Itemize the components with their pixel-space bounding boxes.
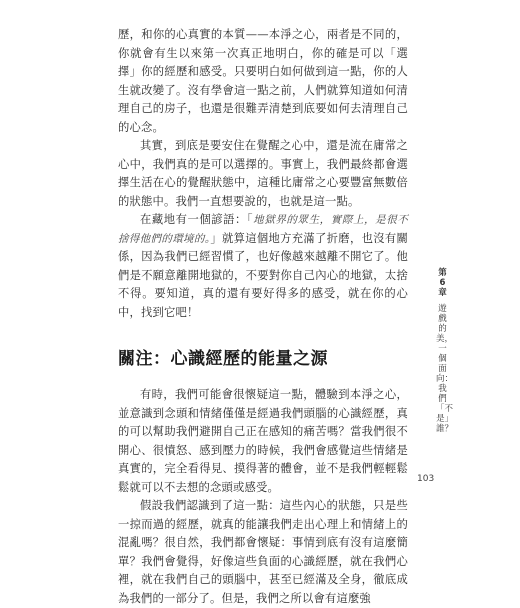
proverb-quote: 地獄界的眾生，實際上，是很不捨得他們的環境的。 xyxy=(118,214,408,245)
paragraph-5: 假設我們認識到了這一點：這些內心的狀態，只是些一掠而過的經歷，就真的能讓我們走出心理上和情緒上的混亂嗎？很自然，我們都會懷疑：事情到底有沒有這麼簡單？我們會覺得，好像這些負面的心識經歷，就在我們心裡，就在我們自己的頭腦中，甚至已經滿及全身，徹底成為我們的一部分了。但是，我們之所以會有這麼強 xyxy=(118,499,408,605)
paragraph-3-rest: 」就算這個地方充滿了折磨，也沒有關係，因為我們已經習慣了，也好像越來越離不開它了。他們是不願意離開地獄的，不要對你自己內心的地獄，太捨不得。要知道，真的還有要好得多的感受，就在你的心中，找到它吧！ xyxy=(118,231,408,319)
paragraph-4: 有時，我們可能會很懷疑這一點，體驗到本淨之心，並意識到念頭和情緒僅僅是經過我們頭腦的心識經歷，真的可以幫助我們避開自己正在感知的痛苦嗎？當我們很不開心、很憤怒、感到壓力的時候，我們會感覺這些情緒是真實的，完全看得見、摸得著的體會，並不是我們輕輕鬆鬆就可以不去想的念頭或感受。 xyxy=(118,388,408,494)
page-number: 103 xyxy=(417,474,435,484)
paragraph-1: 歷，和你的心真實的本質——本淨之心，兩者是不同的，你就會有生以來第一次真正地明白，你的確是可以「選擇」你的經歷和感受。只要明白如何做到這一點，你的人生就改變了。沒有學會這一點之前，人們就算知道如何清理自己的房子，也還是很難弄清楚到底要如何去清理自己的心念。 xyxy=(118,28,408,134)
paragraph-3 xyxy=(118,211,408,322)
chapter-subtitle: 遊戲的美，一個面向：我們「不是」誰？ xyxy=(436,304,454,434)
section-heading: 關注：心識經歷的能量之源 xyxy=(118,349,328,369)
chapter-side-tab xyxy=(436,268,454,434)
main-text-column xyxy=(118,26,408,608)
chapter-label: 第6章 xyxy=(438,268,447,298)
paragraph-2: 其實，到底是要安住在覺醒之心中，還是流在庸常之心中，我們真的是可以選擇的。事實上，我們最終都會選擇生活在心的覺醒狀態中，這種比庸常之心要豐富無數倍的狀態中。我們一直想要說的，也就是這一點。 xyxy=(118,139,408,208)
paragraph-3-lead: 在藏地有一個諺語：「 xyxy=(140,213,254,226)
